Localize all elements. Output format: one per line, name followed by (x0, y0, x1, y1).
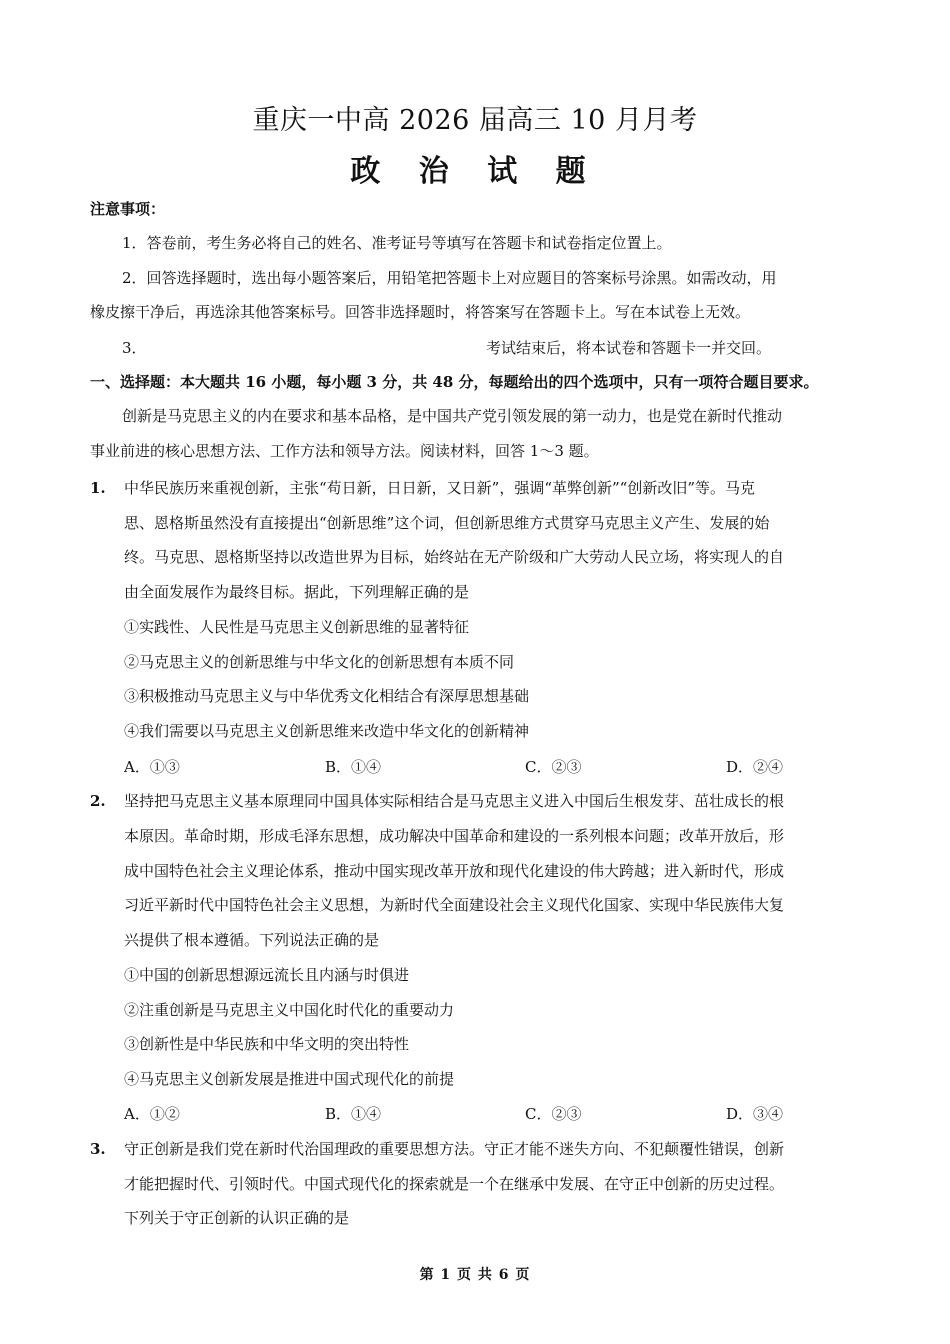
question-1-stem-line-3: 终。马克思、恩格斯坚持以改造世界为目标，始终站在无产阶级和广大劳动人民立场，将实现人的自 (124, 548, 785, 566)
note-item-2-line-2: 橡皮擦干净后，再选涂其他答案标号。回答非选择题时，将答案写在答题卡上。写在本试卷上无效。 (90, 303, 751, 321)
notes-heading: 注意事项： (90, 200, 166, 218)
question-2-option-d: D．③④ (726, 1105, 784, 1123)
question-2-stem-line-1: 坚持把马克思主义基本原理同中国具体实际相结合是马克思主义进入中国后生根发芽、茁壮成长的根 (124, 792, 785, 810)
question-1-statement-1: ①实践性、人民性是马克思主义创新思维的显著特征 (124, 618, 470, 636)
question-2-option-a: A．①② (124, 1105, 180, 1123)
question-2-stem-line-4: 习近平新时代中国特色社会主义思想，为新时代全面建设社会主义现代化国家、实现中华民族伟大复 (124, 896, 785, 914)
question-1-option-b: B．①④ (325, 758, 382, 776)
question-1-statement-3: ③积极推动马克思主义与中华优秀文化相结合有深厚思想基础 (124, 687, 530, 705)
question-2-stem-line-2: 本原因。革命时期，形成毛泽东思想，成功解决中国革命和建设的一系列根本问题；改革开放后，形 (124, 827, 785, 845)
exam-title: 重庆一中高 2026 届高三 10 月月考 (252, 105, 698, 136)
question-1-option-c: C．②③ (525, 758, 582, 776)
question-2-stem-line-3: 成中国特色社会主义理论体系，推动中国实现改革开放和现代化建设的伟大跨越；进入新时代，形成 (124, 862, 785, 880)
question-2-statement-3: ③创新性是中华民族和中华文明的突出特性 (124, 1035, 410, 1053)
question-1-statement-2: ②马克思主义的创新思维与中华文化的创新思想有本质不同 (124, 653, 515, 671)
question-1-statement-4: ④我们需要以马克思主义创新思维来改造中华文化的创新精神 (124, 722, 530, 740)
question-2-statement-4: ④马克思主义创新发展是推进中国式现代化的前提 (124, 1070, 455, 1088)
note-item-3-number: 3． (122, 339, 147, 357)
question-1-option-a: A．①③ (124, 758, 180, 776)
section-1-heading: 一、选择题：本大题共 16 小题，每小题 3 分，共 48 分，每题给出的四个选项中，只有一项符合题目要求。 (90, 373, 819, 391)
question-3-stem-line-3: 下列关于守正创新的认识正确的是 (124, 1209, 350, 1227)
question-3-stem-line-1: 守正创新是我们党在新时代治国理政的重要思想方法。守正才能不迷失方向、不犯颠覆性错误，创新 (124, 1140, 785, 1158)
question-1-number: 1. (90, 479, 106, 497)
question-3-number: 3. (90, 1140, 106, 1158)
question-1-stem-line-2: 思、恩格斯虽然没有直接提出“创新思维”这个词，但创新思维方式贯穿马克思主义产生、发展的始 (124, 514, 770, 532)
question-2-statement-2: ②注重创新是马克思主义中国化时代化的重要动力 (124, 1001, 455, 1019)
question-2-stem-line-5: 兴提供了根本遵循。下列说法正确的是 (124, 931, 380, 949)
exam-subtitle: 政 治 试 题 (350, 154, 600, 189)
question-2-statement-1: ①中国的创新思想源远流长且内涵与时俱进 (124, 966, 410, 984)
question-3-stem-line-2: 才能把握时代、引领时代。中国式现代化的探索就是一个在继承中发展、在守正中创新的历史过程。 (124, 1175, 785, 1193)
note-item-1: 1．答卷前，考生务必将自己的姓名、准考证号等填写在答题卡和试卷指定位置上。 (122, 234, 672, 252)
section-1-intro-line-1: 创新是马克思主义的内在要求和基本品格，是中国共产党引领发展的第一动力，也是党在新时代推动 (122, 407, 783, 425)
page-number-footer: 第 1 页 共 6 页 (419, 1267, 531, 1283)
question-1-stem-line-4: 由全面发展作为最终目标。据此，下列理解正确的是 (124, 583, 470, 601)
note-item-2-line-1: 2．回答选择题时，选出每小题答案后，用铅笔把答题卡上对应题目的答案标号涂黑。如需改动，用 (122, 269, 777, 287)
question-1-option-d: D．②④ (726, 758, 784, 776)
question-2-number: 2. (90, 792, 106, 810)
question-1-stem-line-1: 中华民族历来重视创新，主张“苟日新，日日新，又日新”，强调“革弊创新”“创新改旧”等。马克 (124, 479, 756, 497)
section-1-intro-line-2: 事业前进的核心思想方法、工作方法和领导方法。阅读材料，回答 1～3 题。 (90, 442, 599, 460)
note-item-3-text: 考试结束后，将本试卷和答题卡一并交回。 (486, 339, 772, 357)
question-2-option-c: C．②③ (525, 1105, 582, 1123)
question-2-option-b: B．①④ (325, 1105, 382, 1123)
